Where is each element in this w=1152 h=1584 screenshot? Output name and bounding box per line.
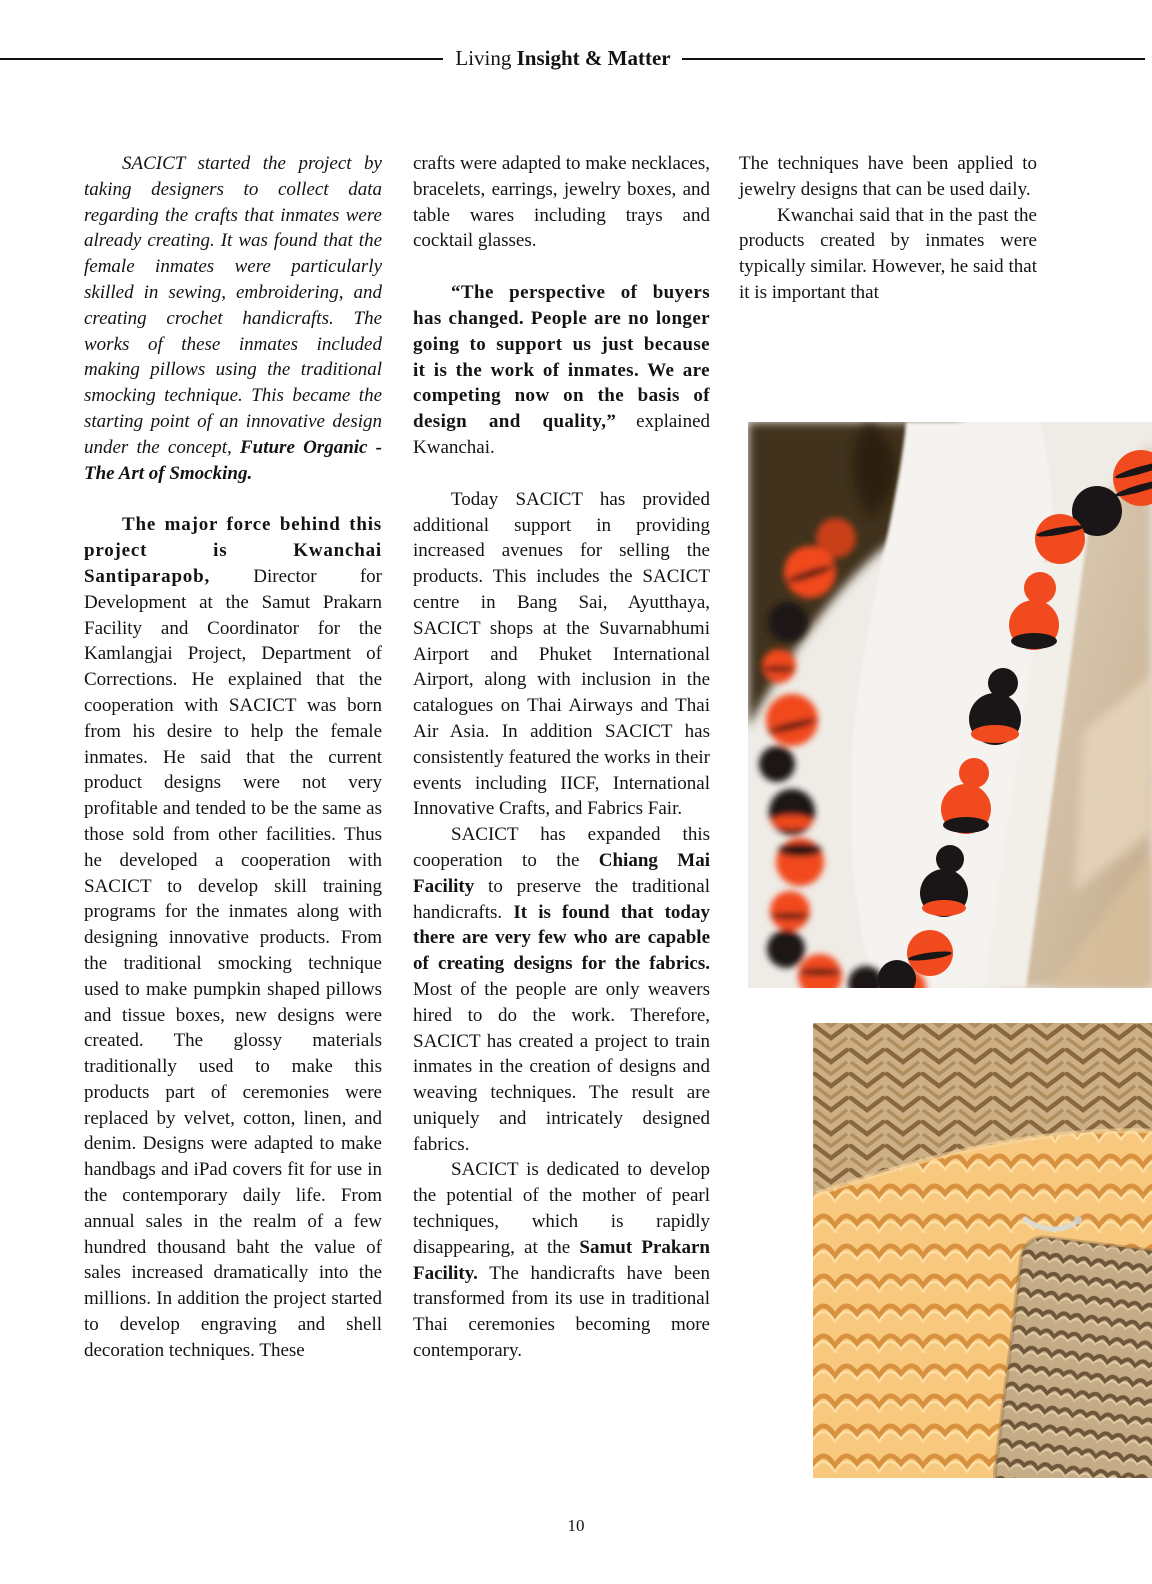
- intro-text: SACICT started the project by taking designers to collect data regarding the crafts that inmates were already creating. It was found that the female inmates were particularly skilled in sewing, embroidering, and creating crochet handicrafts. The works of these inmates included making pillows using the traditional smocking technique. This became the starting point of an innovative design under the concept,: [84, 153, 382, 458]
- paragraph-kwanchai-said: [739, 203, 1037, 306]
- pearl-rest: The handicrafts have been transformed from its use in traditional Thai ceremonies becoming more contemporary.: [413, 1262, 710, 1362]
- chiangmai-start: SACICT has expanded this cooperation to the: [413, 824, 710, 871]
- header-title: Insight & Matter: [516, 46, 671, 70]
- samut-prakarn-bold: Samut Prakarn Facility.: [413, 1236, 710, 1284]
- paragraph-crafts: [413, 151, 710, 254]
- smocked-fabric-cushions-photo: [813, 1023, 1152, 1478]
- column-1: [84, 151, 382, 1364]
- paragraph-pearl: [413, 1157, 710, 1363]
- kwanchai-lead-bold: The major force behind this project is Kwanchai Santiparapob,: [84, 514, 382, 587]
- header-rule-right: [682, 58, 1145, 60]
- header-section-label: Living: [455, 46, 517, 70]
- kwanchai-said-text: Kwanchai said that in the past the products created by inmates were typically similar. However, he said that it is important that: [739, 204, 1037, 303]
- paragraph-techniques: [739, 151, 1037, 203]
- chiangmai-rest: Most of the people are only weavers hired to do the work. Therefore, SACICT has created a project to train inmates in the creation of designs and weaving techniques. The result are uniquely and intricately designed fabrics.: [413, 978, 710, 1155]
- column-2: [413, 151, 710, 1364]
- pearl-start: SACICT is dedicated to develop the potential of the mother of pearl techniques, which is rapidly disappearing, at the: [413, 1159, 710, 1258]
- today-sacict-text: Today SACICT has provided additional support in providing increased avenues for selling the products. This includes the SACICT centre in Bang Sai, Ayutthaya, SACICT shops at the Suvarnabhumi Airport and Phuket International Airport, along with inclusion in the catalogues on Thai Airways and Thai Air Asia. In addition SACICT has consistently featured the works in their events including IICF, International Innovative Crafts, and Fabrics Fair.: [413, 488, 710, 820]
- paragraph-chiangmai: [413, 822, 710, 1157]
- paragraph-quote: [413, 280, 710, 461]
- header-rule-left: [0, 58, 443, 60]
- crafts-text: crafts were adapted to make necklaces, bracelets, earrings, jewelry boxes, and table wares including trays and cocktail glasses.: [413, 153, 710, 252]
- page-number: 10: [567, 1516, 585, 1535]
- page-header: [443, 45, 683, 71]
- chiangmai-mid: to preserve the traditional handicrafts.: [413, 875, 710, 923]
- techniques-text: The techniques have been applied to jewelry designs that can be used daily.: [739, 153, 1037, 200]
- kwanchai-lead-rest: Director for Development at the Samut Prakarn Facility and Coordinator for the Kamlangjai Project, Department of Corrections. He explained that the cooperation with SACICT was born from his desire to help the female inmates. He said that the current product designs were not very profitable and tended to be the same as those sold from other facilities. Thus he developed a cooperation with SACICT to develop skill training programs for the inmates along with designing innovative products. From the traditional smocking technique used to make pumpkin shaped pillows and tissue boxes, new designs were created. The glossy materials traditionally used to make this products part of ceremonies were replaced by velvet, cotton, linen, and denim. Designs were adapted to make handbags and iPad covers fit for use in the contemporary daily life. From annual sales in the realm of a few hundred thousand baht the value of sales increased dramatically into the millions. In addition the project started to develop engraving and shell decoration techniques. These: [84, 565, 382, 1361]
- intro-concept-name: Future Organic - The Art of Smocking.: [84, 436, 382, 484]
- quote-bold: “The perspective of buyers has changed. People are no longer going to support us just because it is the work of inmates. We are competing now on the basis of design and quality,”: [413, 282, 710, 433]
- fabric-photo-art: [813, 1023, 1152, 1478]
- paragraph-major-force: [84, 512, 382, 1363]
- crochet-bead-necklace-photo: [748, 422, 1152, 988]
- few-designers-bold: It is found that today there are very few who are capable of creating designs for the fabrics.: [413, 901, 711, 975]
- paragraph-intro: [84, 151, 382, 486]
- column-3: [739, 151, 1037, 306]
- necklace-photo-art: [748, 422, 1152, 988]
- quote-attrib: explained Kwanchai.: [413, 411, 711, 458]
- paragraph-today-sacict: [413, 487, 710, 822]
- chiangmai-facility-bold: Chiang Mai Facility: [413, 849, 710, 897]
